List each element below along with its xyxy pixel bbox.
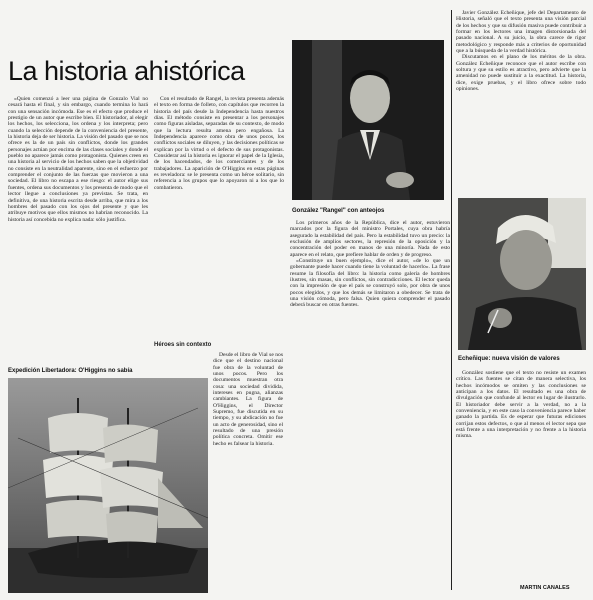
column-4-text-bottom: González sostiene que el texto no resiste un examen crítico. Las fuentes se citan de manera selectiva, los hechos incómodos se omiten y las conclusiones se anticipan a los datos. El resultado es una obra de divulgación que confunde al lector en lugar de ilustrarlo. El historiador debe servir a la verdad, no a la conveniencia, y en este caso la conveniencia parece haber ganado la partida. Es de esperar que futuras ediciones corrijan estos defectos, o que al menos el lector sepa que está frente a una interpretación y no frente a la historia misma. (456, 370, 586, 440)
article-column-2-lower (213, 352, 283, 592)
article-column-2 (154, 96, 284, 336)
ship-photo-caption: Expedición Libertadora: O'Higgins no sabía (8, 368, 133, 374)
column-2-text: Con el resultado de Rangel, la revista presenta además el texto en forma de folleto, con capítulos que recorren la historia del país desde la Independencia hasta nuestros días. El método consiste en presentar a los personajes como figuras aisladas, separadas de su contexto, de modo que la lectura resulta amena pero engañosa. La Independencia aparece como obra de unos pocos, los conflictos sociales se diluyen, y las decisiones políticas se explican por la virtud o el defecto de sus protagonistas. Considerar así la historia es ignorar el papel de la Iglesia, de los hacendados, de los comerciantes y de los trabajadores. La aparición de O'Higgins en estas páginas es reveladora: se le presenta como un héroe solitario, sin referencia a los grupos que lo apoyaron ni a los que lo combatieron. (154, 96, 284, 191)
article-column-3 (290, 220, 450, 590)
article-title: La historia ahistórica (8, 56, 245, 86)
sailing-ship-image (8, 378, 208, 593)
professor-portrait-image (458, 198, 586, 350)
professor-caption: Echeñique: nueva visión de valores (458, 356, 560, 362)
column-2-lower-text: Desde el libro de Vial se nos dice que el destino nacional fue obra de la voluntad de unos pocos. Pero los documentos muestran otra cosa: una sociedad dividida, intereses en pugna, alianzas cambiantes. La figura de O'Higgins, el Director Supremo, fue discutida en su tiempo, y su abdicación no fue un acto de generosidad, sino el resultado de una presión política concreta. Omitir ese hecho es falsear la historia. (213, 352, 283, 447)
man-portrait-image (292, 40, 444, 200)
article-column-4-lower (456, 370, 586, 582)
portrait-photo (292, 40, 444, 200)
article-column-1 (8, 96, 148, 356)
column-4-text-mid: Discutamos en el plano de los méritos de la obra. González Echeñique reconoce que el autor escribe con soltura y que su estilo es atractivo, pero advierte que la amenidad no puede sustituir a la exactitud. La historia, dice, exige pruebas, y el libro ofrece sobre todo opiniones. (456, 54, 586, 93)
column-divider (451, 10, 452, 590)
column-4-text-top: Javier González Echeñique, jefe del Departamento de Historia, señaló que el texto presenta una visión parcial de los hechos y que su difusión masiva puede contribuir a formar en los lectores una imagen distorsionada del pasado nacional. A su juicio, la obra carece de rigor metodológico y responde más a criterios de oportunidad que a la búsqueda de la verdad histórica. (456, 10, 586, 55)
ship-photo (8, 378, 208, 593)
column-3-text-top: Los primeros años de la República, dice el autor, estuvieron marcados por la figura del ministro Portales, cuya obra habría asegurado la estabilidad del país. Pero la estabilidad tuvo un precio: la exclusión de amplios sectores, la represión de la oposición y la concentración del poder en manos de una minoría. Nada de esto aparece en el relato, que prefiere hablar de orden y de progreso. (290, 220, 450, 258)
professor-photo (458, 198, 586, 350)
portrait-caption: González "Rangel" con anteojos (292, 208, 385, 214)
author-signature: MARTIN CANALES (520, 585, 570, 591)
column-3-text-mid: «Constituye un buen ejemplo», dice el autor, «de lo que un gobernante puede hacer cuando tiene la voluntad de hacerlo». La frase resume la filosofía del libro: la historia como galería de hombres ilustres, sin masas, sin conflictos, sin contradicciones. El lector queda con la impresión de que el país se construyó solo, por obra de unos pocos elegidos, y que los demás se limitaron a obedecer. Se trata de una visión cómoda, pero falsa. Quien quiera comprender el pasado deberá buscar en otras fuentes. (290, 258, 450, 309)
column-1-text: «Quien comenzó a leer una página de Gonzalo Vial no cesará hasta el final, y sin embargo, cuando termina lo hará con una sensación incómoda. Ese es el efecto que produce el prestigio de un autor que escribe bien. El historiador, al elegir los hechos, los selecciona, los ordena y los interpreta; pero cuando la selección depende de la conveniencia del presente, la historia deja de ser historia. La visión del pasado que se nos ofrece es la de un país sin conflictos, donde los grandes personajes actúan por encima de las clases sociales y donde el pueblo no aparece jamás como protagonista. Quienes creen en una historia al servicio de los hechos saben que la objetividad no consiste en la neutralidad aparente, sino en el esfuerzo por comprender el conjunto de las fuerzas que movieron a una sociedad. El libro no escapa a ese riesgo: el autor elige sus fuentes, ordena sus documentos y los presenta de modo que el lector llegue a conclusiones ya previstas. Se trata, en definitiva, de una historia escrita desde arriba, que mira a los hombres del pasado con los ojos del presente y que les atribuye motivos que ellos mismos no habrían reconocido. La historia así concebida no explica nada: sólo justifica. (8, 96, 148, 223)
subhead: Héroes sin contexto (154, 342, 212, 348)
article-column-4 (456, 10, 586, 190)
